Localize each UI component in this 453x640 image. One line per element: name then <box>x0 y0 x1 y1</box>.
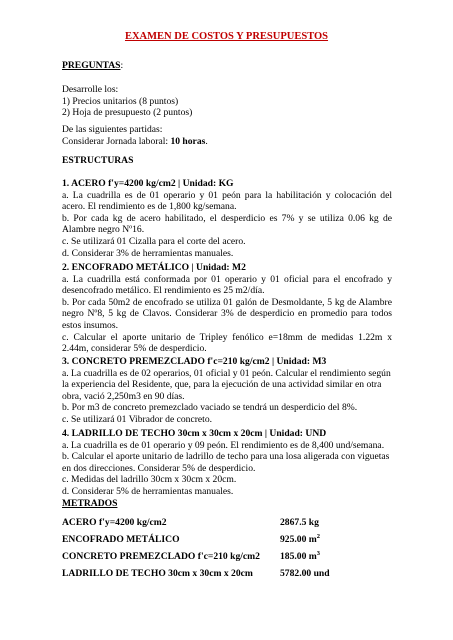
metrado-label: CONCRETO PREMEZCLADO f'c=210 kg/cm2 <box>62 551 260 562</box>
section-line: c. Medidas del ladrillo 30cm x 30cm x 20cm. <box>62 474 237 486</box>
workday-label: Considerar Jornada laboral: <box>62 135 171 147</box>
workday-hours: 10 horas <box>170 135 206 147</box>
partidas-block <box>62 124 392 147</box>
section-line: c. Se utilizará 01 Vibrador de concreto. <box>62 413 213 425</box>
questions-heading: PREGUNTAS <box>62 60 121 71</box>
partidas-line-2 <box>62 136 392 148</box>
metrado-label: LADRILLO DE TECHO 30cm x 30cm x 20cm <box>62 568 253 579</box>
questions-intro: Desarrolle los: <box>62 84 119 95</box>
section-heading: 2. ENCOFRADO METÁLICO | Unidad: M2 <box>62 262 246 273</box>
estructuras-heading: ESTRUCTURAS <box>62 155 134 166</box>
metrado-value: 925.00 $m^2$ <box>280 532 321 545</box>
section-line: d. Considerar 5% de herramientas manuales. <box>62 485 234 497</box>
page-title: EXAMEN DE COSTOS Y PRESUPUESTOS <box>124 31 329 42</box>
section-line: b. Por cada 50m2 de encofrado se utiliza 01 galón de Desmoldante, 5 kg de Alambre negro Nº8, 5 kg de Clavos. Considerar 3% de desperdicio en promedio para todos estos insumos. <box>62 296 392 331</box>
partidas-line-1: De las siguientes partidas: <box>62 124 163 135</box>
section-line: b. Por cada kg de acero habilitado, el desperdicio es 7% y se utiliza 0.06 kg de Alambre negro Nº16. <box>62 212 392 236</box>
section-encofrado <box>62 262 392 355</box>
metrado-value: 185.00 $m^3$ <box>280 549 321 562</box>
workday-period: . <box>205 135 208 147</box>
section-ladrillo <box>62 428 392 498</box>
section-heading: 4. LADRILLO DE TECHO 30cm x 30cm x 20cm | Unidad: UND <box>62 428 327 439</box>
section-line: a. La cuadrilla es de 02 operarios, 01 oficial y 01 peón. Calcular el rendimiento según la experiencia del Residente, que, para la ejecución de una actividad similar en otra obra, vació 2,250m3 en 90 días. <box>62 367 391 402</box>
metrado-label: ACERO f'y=4200 kg/cm2 <box>62 517 167 528</box>
section-line: c. Se utilizará 01 Cizalla para el corte del acero. <box>62 235 246 247</box>
section-line: d. Considerar 3% de herramientas manuales. <box>62 247 234 259</box>
metrados-heading: METRADOS <box>62 498 118 509</box>
section-line: a. La cuadrilla está conformada por 01 operario y 01 oficial para el encofrado y desencofrado metálico. El rendimiento es 25 m2/día. <box>62 273 392 297</box>
section-concreto <box>62 356 392 426</box>
metrado-value: 2867.5 kg <box>280 517 319 528</box>
question-item: 2) Hoja de presupuesto (2 puntos) <box>62 107 193 119</box>
section-heading: 3. CONCRETO PREMEZCLADO f'c=210 kg/cm2 | Unidad: M3 <box>62 356 327 367</box>
section-heading: 1. ACERO f'y=4200 kg/cm2 | Unidad: KG <box>62 178 234 189</box>
metrado-value: 5782.00 und <box>280 568 330 579</box>
section-line: a. La cuadrilla es de 01 operario y 09 peón. El rendimiento es de 8,400 und/semana. <box>62 439 385 451</box>
questions-heading-colon: : <box>120 60 124 71</box>
metrado-label: ENCOFRADO METÁLICO <box>62 534 180 545</box>
section-acero <box>62 178 392 259</box>
section-line: a. La cuadrilla es de 01 operario y 01 peón para la habilitación y colocación del acero. El rendimiento es de 1,800 kg/semana. <box>62 189 392 213</box>
section-line: c. Calcular el aporte unitario de Tripley fenólico e=18mm de medidas 1.22m x 2.44m, considerar 5% de desperdicio. <box>62 331 392 355</box>
section-line: b. Calcular el aporte unitario de ladrillo de techo para una losa aligerada con viguetas en dos direcciones. Considerar 5% de desperdicio. <box>62 451 390 474</box>
section-line: b. Por m3 de concreto premezclado vaciado se tendrá un desperdicio del 8%. <box>62 402 358 414</box>
questions-block <box>62 60 392 72</box>
question-item: 1) Precios unitarios (8 puntos) <box>62 95 179 107</box>
questions-list <box>62 84 392 119</box>
